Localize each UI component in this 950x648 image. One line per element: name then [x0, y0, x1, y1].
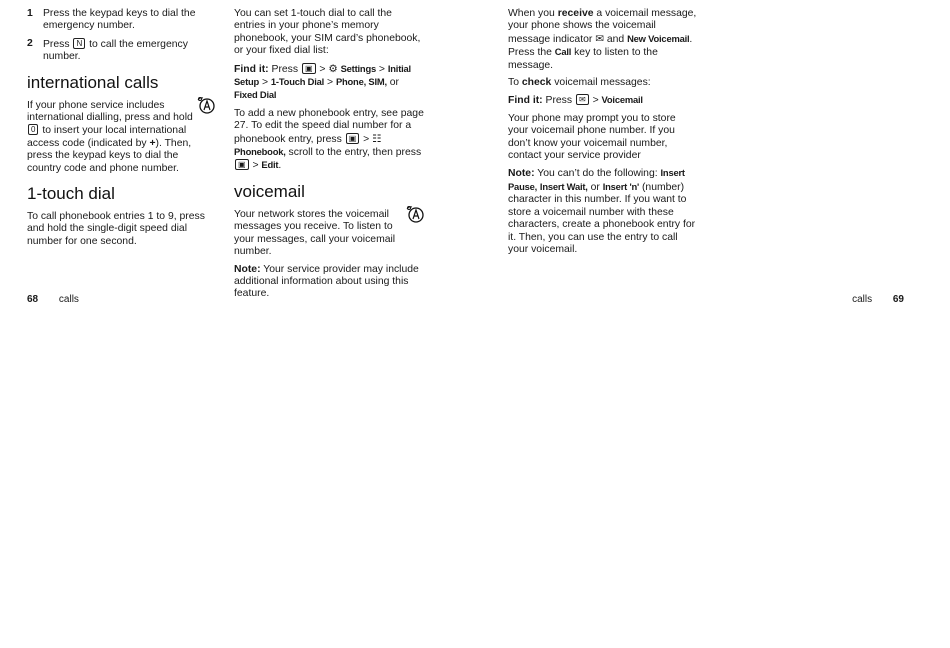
- menu-settings: Settings: [340, 62, 376, 74]
- edit-text-1: To add a new phonebook entry, see page 27. To edit the speed dial number for a phonebook entry, press: [234, 107, 424, 145]
- phonebook-icon: ☷: [372, 133, 382, 145]
- menu-voicemail: Voicemail: [601, 94, 643, 106]
- menu-key-icon: ▣: [235, 159, 249, 170]
- menu-phone-sim: Phone, SIM,: [335, 76, 387, 88]
- intl-text-3: ). Then, press the keypad keys to dial the country code and phone number.: [27, 137, 192, 174]
- note-text-2: (number) character in this number. If you want to store a voicemail number with these characters, create a phonebook entry for it. Then, you can use the entry to call your voicemail.: [508, 181, 696, 255]
- network-feature-icon: [197, 96, 215, 114]
- menu-insert-n: Insert 'n': [602, 180, 640, 192]
- step-text: [43, 38, 215, 64]
- menu-key-icon: ▣: [302, 63, 316, 74]
- findit-press: Press: [271, 63, 299, 75]
- menu-1-touch-dial: 1-Touch Dial: [270, 76, 325, 88]
- check-paragraph: [508, 77, 698, 89]
- menu-insert-pause: Insert Pause,: [508, 167, 685, 192]
- menu-edit: Edit: [261, 159, 279, 171]
- menu-call: Call: [554, 46, 572, 58]
- receive-text-4: key to listen to the message.: [508, 47, 658, 71]
- send-key-icon: N: [73, 38, 85, 49]
- receive-text-3: . Press the: [508, 33, 693, 59]
- heading-1-touch-dial: 1-touch dial: [27, 184, 115, 204]
- separator: >: [326, 77, 334, 89]
- findit-label: Find it:: [234, 63, 269, 75]
- zero-key-icon: 0: [28, 124, 38, 135]
- menu-new-voicemail: New Voicemail: [627, 32, 690, 44]
- menu-fixed-dial: Fixed Dial: [234, 89, 277, 101]
- voicemail-indicator-icon: ✉: [595, 33, 604, 45]
- left-column-1: [27, 8, 215, 253]
- check-text-1: To: [508, 77, 519, 89]
- phonebook-edit-paragraph: [234, 108, 424, 173]
- step-text-part: Press: [43, 38, 70, 50]
- period: .: [278, 160, 282, 172]
- or-text: or: [590, 181, 600, 193]
- voicemail-text: Your network stores the voicemail messages you receive. To listen to your messages, call your voicemail number.: [234, 208, 396, 258]
- settings-icon: ⚙: [328, 63, 338, 75]
- check-word: check: [521, 77, 552, 89]
- intl-text-1: If your phone service includes international dialling, press and hold: [27, 99, 193, 124]
- step-number: 1: [27, 8, 33, 19]
- receive-text-2: a voicemail message, your phone shows the voicemail message indicator: [508, 8, 697, 45]
- note-text-1: You can’t do the following:: [537, 168, 658, 180]
- footer-section: calls: [852, 294, 873, 305]
- right-note: [508, 167, 698, 256]
- note-label: Note:: [508, 168, 535, 180]
- intl-text-2: to insert your local international access code (indicated by: [27, 125, 187, 149]
- voicemail-note: [234, 264, 424, 301]
- step-number: 2: [27, 37, 33, 49]
- findit-press: Press: [545, 95, 573, 107]
- heading-voicemail: voicemail: [234, 181, 305, 201]
- separator: >: [319, 63, 326, 75]
- note-text: Your service provider may include additional information about using this feature.: [234, 263, 419, 300]
- step-1: [27, 8, 215, 33]
- separator: >: [592, 95, 599, 107]
- menu-key-icon: ▣: [346, 133, 360, 144]
- note-label: Note:: [234, 263, 261, 275]
- touch-dial-paragraph: To call phonebook entries 1 to 9, press and hold the single-digit speed dial number for one second.: [27, 211, 205, 247]
- receive-paragraph: [508, 8, 698, 72]
- footer-section: calls: [58, 294, 79, 305]
- heading-international-calls: international calls: [27, 72, 159, 92]
- menu-initial-setup: Initial Setup: [234, 62, 411, 88]
- separator: >: [378, 63, 385, 75]
- intl-paragraph: [27, 100, 215, 175]
- step-text: Press the keypad keys to dial the emergency number.: [43, 8, 196, 32]
- left-column-2: [234, 8, 424, 306]
- separator: >: [252, 160, 259, 172]
- or-text: or: [389, 77, 400, 89]
- page-number: 68: [27, 294, 39, 305]
- separator: >: [261, 77, 269, 89]
- check-text-2: voicemail messages:: [554, 77, 651, 89]
- edit-text-2: scroll to the entry, then press: [288, 147, 422, 159]
- findit-label: Find it:: [508, 95, 543, 107]
- receive-word: receive: [557, 8, 594, 19]
- messages-key-icon: ✉: [576, 94, 589, 105]
- step-2: [27, 38, 215, 64]
- page-number: 69: [892, 294, 904, 305]
- touch-intro-paragraph: You can set 1-touch dial to call the entries in your phone’s memory phonebook, your SIM card’s phonebook, or your fixed dial list:: [234, 8, 421, 57]
- plus-symbol: +: [149, 137, 156, 149]
- right-footer: [852, 294, 904, 305]
- right-column: [508, 8, 698, 261]
- findit-touch-dial: [234, 63, 424, 103]
- prompt-paragraph: Your phone may prompt you to store your voicemail phone number. If you don’t know your voicemail number, contact your service provider: [508, 112, 676, 162]
- receive-text-1: When you: [508, 8, 555, 19]
- findit-voicemail: [508, 94, 698, 107]
- step-text-part: to call the emergency number.: [43, 38, 188, 63]
- voicemail-paragraph: [234, 209, 424, 259]
- and-text: and: [606, 33, 625, 45]
- left-footer: [27, 294, 79, 305]
- network-feature-icon: [406, 205, 424, 223]
- separator: >: [363, 133, 370, 145]
- menu-insert-wait: Insert Wait,: [539, 180, 588, 192]
- menu-phonebook: Phonebook,: [234, 146, 286, 158]
